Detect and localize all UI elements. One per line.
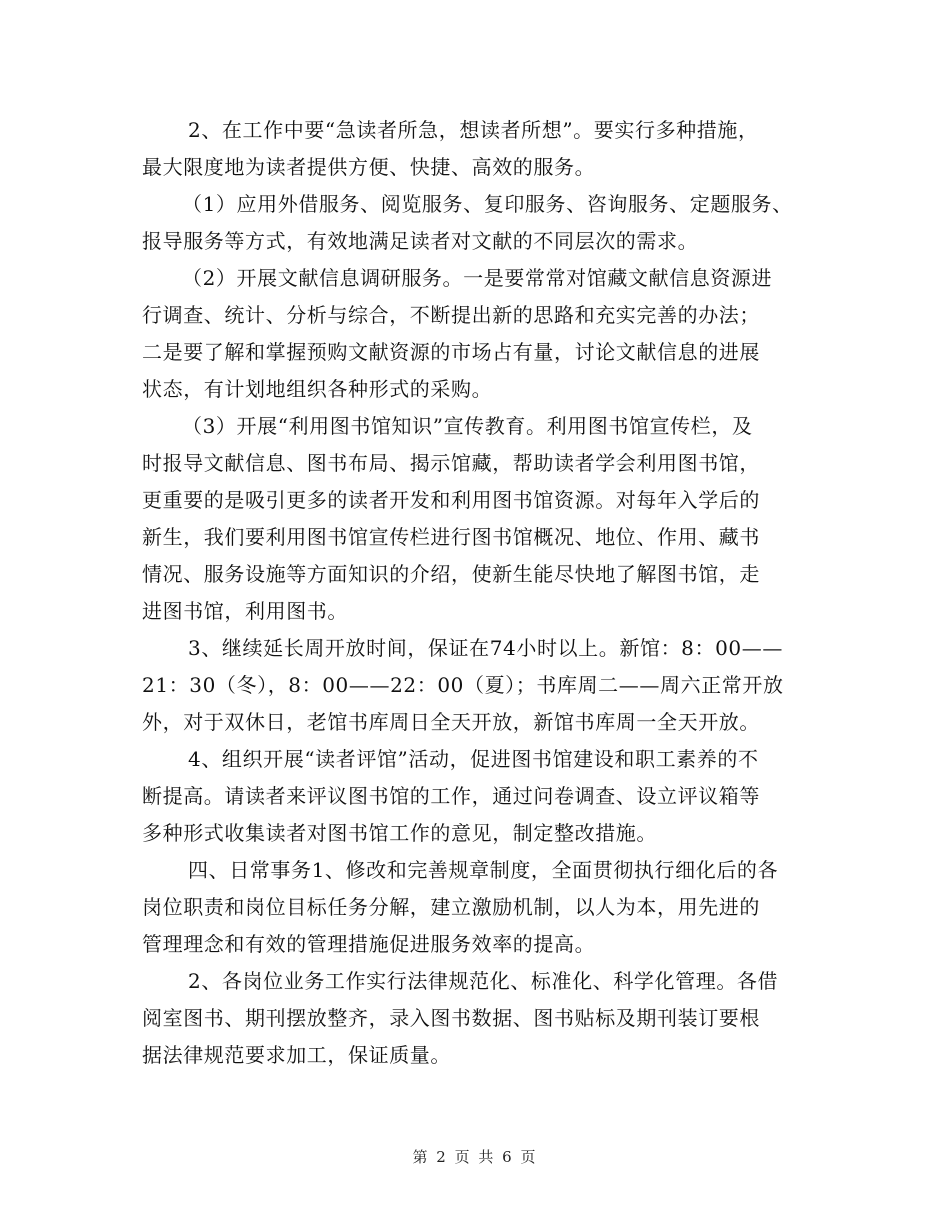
text-line: 行调查、统计、分析与综合，不断提出新的思路和充实完善的办法； <box>142 303 760 327</box>
text-line: 最大限度地为读者提供方便、快捷、高效的服务。 <box>142 155 596 179</box>
text-line: 2、在工作中要“急读者所急，想读者所想”。要实行多种措施， <box>188 118 759 142</box>
text-line: 报导服务等方式，有效地满足读者对文献的不同层次的需求。 <box>142 229 699 253</box>
text-line: 新生，我们要利用图书馆宣传栏进行图书馆概况、地位、作用、藏书 <box>142 525 760 549</box>
text-line: 外，对于双休日，老馆书库周日全天开放，新馆书库周一全天开放。 <box>142 710 760 734</box>
text-line: 据法律规范要求加工，保证质量。 <box>142 1043 451 1067</box>
document-body <box>142 112 832 1074</box>
text-line: （1）应用外借服务、阅览服务、复印服务、咨询服务、定题服务、 <box>182 192 793 216</box>
text-line: 岗位职责和岗位目标任务分解，建立激励机制，以人为本，用先进的 <box>142 895 760 919</box>
text-line: 状态，有计划地组织各种形式的采购。 <box>142 377 493 401</box>
text-line: 4、组织开展“读者评馆”活动，促进图书馆建设和职工素养的不 <box>188 747 759 771</box>
text-line: 阅室图书、期刊摆放整齐，录入图书数据、图书贴标及期刊装订要根 <box>142 1006 760 1030</box>
text-line: 二是要了解和掌握预购文献资源的市场占有量，讨论文献信息的进展 <box>142 340 760 364</box>
text-line: 多种形式收集读者对图书馆工作的意见，制定整改措施。 <box>142 821 657 845</box>
text-line: 情况、服务设施等方面知识的介绍，使新生能尽快地了解图书馆，走 <box>142 562 760 586</box>
text-line: （3）开展“利用图书馆知识”宣传教育。利用图书馆宣传栏，及 <box>182 414 753 438</box>
text-line: 更重要的是吸引更多的读者开发和利用图书馆资源。对每年入学后的 <box>142 488 760 512</box>
page-footer: 第 2 页 共 6 页 <box>412 1148 538 1166</box>
text-line: 21：30（冬），8：00——22：00（夏）；书库周二——周六正常开放 <box>142 673 784 697</box>
text-line: 2、各岗位业务工作实行法律规范化、标准化、科学化管理。各借 <box>188 969 779 993</box>
text-line: 管理理念和有效的管理措施促进服务效率的提高。 <box>142 932 596 956</box>
text-line: 四、日常事务1、修改和完善规章制度，全面贯彻执行细化后的各 <box>188 858 779 882</box>
text-line: 3、继续延长周开放时间，保证在74小时以上。新馆：8：00—— <box>188 636 783 660</box>
text-line: 时报导文献信息、图书布局、揭示馆藏，帮助读者学会利用图书馆， <box>142 451 760 475</box>
text-line: 断提高。请读者来评议图书馆的工作，通过问卷调查、设立评议箱等 <box>142 784 760 808</box>
text-line: 进图书馆，利用图书。 <box>142 599 348 623</box>
text-line: （2）开展文献信息调研服务。一是要常常对馆藏文献信息资源进 <box>182 266 773 290</box>
